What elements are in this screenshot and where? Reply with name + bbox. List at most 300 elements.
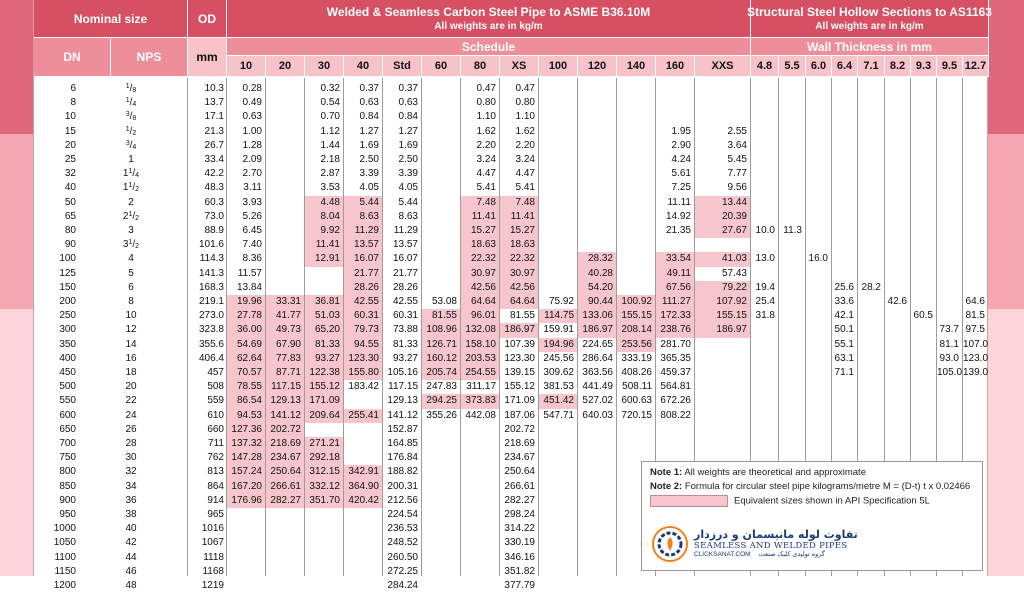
weight-cell: 93.27 <box>392 352 418 364</box>
weight-cell: 81.33 <box>392 338 418 350</box>
dn-cell: 90 <box>64 239 76 251</box>
od-cell: 60.3 <box>204 196 224 208</box>
nps-header: NPS <box>111 38 188 77</box>
weight-cell: 342.91 <box>344 465 382 479</box>
weight-cell: 78.55 <box>227 380 265 394</box>
weight-cell: 42.56 <box>461 281 499 295</box>
nps-cell: $^1$/8 <box>125 83 137 94</box>
legend-text: Equivalent sizes shown in API Specification 5L <box>734 495 930 507</box>
dn-cell: 400 <box>59 352 76 364</box>
weight-cell: 18.63 <box>461 238 499 252</box>
as1163-header <box>747 0 992 38</box>
weight-cell: 25.4 <box>755 296 775 307</box>
wall-col-9-5: 9.5 <box>937 56 963 77</box>
weight-cell: 420.42 <box>344 494 382 508</box>
dn-cell: 200 <box>59 296 76 307</box>
asme-header <box>227 0 751 38</box>
dn-cell: 32 <box>64 168 76 180</box>
od-cell: 273.0 <box>198 310 224 322</box>
weight-cell: 147.28 <box>227 451 265 465</box>
weight-cell: 160.12 <box>422 352 460 366</box>
dn-cell: 10 <box>64 111 76 123</box>
weight-cell: 21.77 <box>344 267 382 281</box>
logo-text <box>694 529 858 559</box>
weight-cell: 122.38 <box>305 366 343 380</box>
weight-cell: 94.53 <box>227 409 265 423</box>
od-cell: 914 <box>207 494 224 506</box>
weight-cell: 2.70 <box>242 168 262 180</box>
weight-cell: 0.84 <box>398 111 418 123</box>
weight-cell: 720.15 <box>621 409 652 421</box>
od-cell: 219.1 <box>198 296 224 307</box>
weight-cell: 1.00 <box>242 125 262 137</box>
weight-cell: 126.71 <box>422 338 460 352</box>
weight-cell: 1.27 <box>398 125 418 137</box>
weight-cell: 70.57 <box>227 366 265 380</box>
wall-col-7-1: 7.1 <box>858 56 885 77</box>
nps-cell: $1^1/4$ <box>122 168 140 180</box>
weight-cell: 5.61 <box>671 168 691 180</box>
weight-cell: 67.56 <box>656 281 694 295</box>
weight-cell: 3.39 <box>359 168 379 180</box>
weight-cell: 64.64 <box>461 295 499 309</box>
weight-cell: 1.69 <box>398 139 418 151</box>
weight-cell: 0.37 <box>359 83 379 94</box>
od-cell: 73.0 <box>204 210 224 222</box>
legend-swatch <box>650 495 728 507</box>
weight-cell: 3.39 <box>398 168 418 180</box>
weight-cell: 1.62 <box>476 125 496 137</box>
weight-cell: 107.39 <box>504 338 535 350</box>
od-cell: 508 <box>207 381 224 393</box>
dn-cell: 500 <box>59 381 76 393</box>
dn-cell: 1050 <box>53 537 76 549</box>
weight-cell: 155.12 <box>504 381 535 393</box>
weight-cell: 564.81 <box>660 381 691 393</box>
weight-cell: 2.20 <box>476 139 496 151</box>
weight-cell: 67.90 <box>266 338 304 352</box>
weight-cell: 155.15 <box>695 309 750 323</box>
weight-cell: 127.36 <box>227 423 265 437</box>
logo-persian-sub: گروه تولیدی کلیک صنعت <box>758 551 825 559</box>
weight-cell: 57.43 <box>721 267 747 279</box>
weight-cell: 21.77 <box>392 267 418 279</box>
weight-cell: 1.10 <box>476 111 496 123</box>
weight-cell: 202.72 <box>266 423 304 437</box>
weight-cell: 15.27 <box>500 224 538 238</box>
schedule-col-40: 40 <box>344 56 383 77</box>
nps-cell: 4 <box>128 253 134 265</box>
weight-cell: 7.40 <box>242 239 262 251</box>
weight-cell: 139.0 <box>963 367 989 378</box>
dn-cell: 900 <box>59 494 76 506</box>
weight-cell: 132.08 <box>461 323 499 337</box>
weight-cell: 255.41 <box>344 409 382 423</box>
weight-cell: 3.24 <box>515 154 535 165</box>
weight-cell: 2.09 <box>242 154 262 165</box>
weight-cell: 15.27 <box>461 224 499 238</box>
weight-cell: 254.55 <box>461 366 499 380</box>
nps-cell: 28 <box>125 438 137 449</box>
weight-cell: 30.97 <box>500 267 538 281</box>
weight-cell: 114.75 <box>539 309 577 323</box>
schedule-col-140: 140 <box>617 56 656 77</box>
schedule-col-20: 20 <box>266 56 305 77</box>
weight-cell: 5.26 <box>242 210 262 222</box>
dn-cell: 6 <box>70 83 76 94</box>
company-logo <box>652 522 972 566</box>
od-cell: 1219 <box>201 580 224 591</box>
weight-cell: 187.06 <box>504 409 535 421</box>
weight-cell: 1.95 <box>671 125 691 137</box>
weight-cell: 1.44 <box>320 139 340 151</box>
weight-cell: 123.0 <box>963 352 989 364</box>
weight-cell: 20.39 <box>695 210 750 224</box>
nps-cell: 3 <box>128 225 134 236</box>
weight-cell: 672.26 <box>660 395 691 407</box>
weight-cell: 0.47 <box>476 83 496 94</box>
weight-cell: 3.64 <box>727 139 747 151</box>
schedule-col-120: 120 <box>578 56 617 77</box>
weight-cell: 1.27 <box>359 125 379 137</box>
nps-cell: 2 <box>128 196 134 208</box>
schedule-col-10: 10 <box>227 56 266 77</box>
weight-cell: 93.0 <box>939 352 959 364</box>
logo-english-title: SEAMLESS AND WELDED PIPES <box>694 540 848 551</box>
od-cell: 21.3 <box>204 125 224 137</box>
weight-cell: 64.64 <box>500 295 538 309</box>
weight-cell: 298.24 <box>504 509 535 520</box>
weight-cell: 81.55 <box>422 309 460 323</box>
dn-cell: 450 <box>59 367 76 378</box>
dn-header: DN <box>34 38 111 77</box>
weight-cell: 54.20 <box>578 281 616 295</box>
nps-cell: 22 <box>125 395 137 407</box>
dn-cell: 1000 <box>53 523 76 535</box>
weight-cell: 13.44 <box>695 196 750 210</box>
weight-cell: 108.96 <box>422 323 460 337</box>
weight-cell: 54.69 <box>227 338 265 352</box>
dn-cell: 650 <box>59 423 76 435</box>
weight-cell: 158.10 <box>461 338 499 352</box>
weight-cell: 281.70 <box>660 338 691 350</box>
asme-title: Welded & Seamless Carbon Steel Pipe to ASME B36.10M <box>326 5 651 19</box>
weight-cell: 312.15 <box>305 465 343 479</box>
weight-cell: 0.49 <box>242 97 262 109</box>
od-cell: 13.7 <box>204 97 224 109</box>
wall-col-4-8: 4.8 <box>751 56 779 77</box>
weight-cell: 13.0 <box>755 253 775 265</box>
weight-cell: 73.7 <box>939 324 959 336</box>
weight-cell: 4.48 <box>305 196 343 210</box>
weight-cell: 107.92 <box>695 295 750 309</box>
nps-cell: $^1$/2 <box>125 125 137 137</box>
weight-cell: 129.13 <box>266 394 304 408</box>
weight-cell: 49.73 <box>266 323 304 337</box>
weight-cell: 105.16 <box>387 367 418 378</box>
weight-cell: 7.48 <box>461 196 499 210</box>
weight-cell: 75.92 <box>548 296 574 307</box>
weight-cell: 4.05 <box>398 182 418 194</box>
weight-cell: 600.63 <box>621 395 652 407</box>
weight-cell: 27.78 <box>227 309 265 323</box>
nps-cell: $^3$/4 <box>125 139 137 151</box>
weight-cell: 139.15 <box>504 367 535 378</box>
weight-cell: 451.42 <box>539 394 577 408</box>
weight-cell: 224.54 <box>387 509 418 520</box>
weight-cell: 36.81 <box>305 295 343 309</box>
od-cell: 1118 <box>203 551 224 563</box>
od-cell: 48.3 <box>204 182 224 194</box>
od-cell: 864 <box>207 480 224 492</box>
weight-cell: 183.42 <box>348 381 379 393</box>
od-cell: 457 <box>207 367 224 378</box>
dn-cell: 125 <box>59 267 76 279</box>
weight-cell: 0.63 <box>359 97 379 109</box>
weight-cell: 159.91 <box>543 324 574 336</box>
weight-cell: 0.63 <box>242 111 262 123</box>
dn-cell: 1100 <box>54 551 76 563</box>
mm-header: mm <box>188 38 227 77</box>
weight-cell: 4.47 <box>515 168 535 180</box>
weight-cell: 73.88 <box>392 324 418 336</box>
weight-cell: 3.11 <box>243 182 262 194</box>
weight-cell: 81.55 <box>509 310 535 322</box>
weight-cell: 284.24 <box>387 580 418 591</box>
weight-cell: 40.28 <box>578 267 616 281</box>
weight-cell: 107.0 <box>963 338 989 350</box>
weight-cell: 245.56 <box>543 352 574 364</box>
weight-cell: 547.71 <box>543 409 574 421</box>
od-cell: 168.3 <box>198 281 224 293</box>
dn-cell: 100 <box>59 253 76 265</box>
weight-cell: 93.27 <box>305 352 343 366</box>
weight-cell: 60.5 <box>913 310 933 322</box>
dn-cell: 80 <box>64 225 76 236</box>
weight-cell: 13.84 <box>236 281 262 293</box>
weight-cell: 441.49 <box>582 381 613 393</box>
weight-cell: 71.1 <box>834 367 854 378</box>
weight-cell: 28.2 <box>861 281 881 293</box>
weight-cell: 33.54 <box>656 252 694 266</box>
weight-cell: 640.03 <box>582 409 613 421</box>
weight-cell: 171.09 <box>504 395 535 407</box>
weight-cell: 194.96 <box>539 338 577 352</box>
weight-cell: 96.01 <box>461 309 499 323</box>
weight-cell: 186.97 <box>500 323 538 337</box>
weight-cell: 155.12 <box>305 380 343 394</box>
weight-cell: 11.29 <box>344 224 382 238</box>
nominal-size-header: Nominal size <box>34 0 188 38</box>
nps-cell: 26 <box>125 423 137 435</box>
schedule-col-xxs: XXS <box>695 56 751 77</box>
od-cell: 660 <box>207 423 224 435</box>
weight-cell: 5.41 <box>476 182 496 194</box>
weight-cell: 60.31 <box>344 309 382 323</box>
weight-cell: 14.92 <box>665 210 691 222</box>
dn-cell: 850 <box>59 480 76 492</box>
logo-site: CLICKSANAT.COM <box>694 551 751 559</box>
weight-cell: 364.90 <box>344 480 382 494</box>
weight-cell: 272.25 <box>387 565 418 577</box>
weight-cell: 377.79 <box>504 580 535 591</box>
weight-cell: 250.64 <box>504 466 535 478</box>
weight-cell: 7.25 <box>671 182 691 194</box>
weight-cell: 0.28 <box>242 83 262 94</box>
od-header: OD <box>188 0 227 38</box>
wall-col-12-7: 12.7 <box>963 56 989 77</box>
weight-cell: 200.31 <box>387 480 418 492</box>
nps-cell: $^3$/8 <box>125 111 137 123</box>
weight-cell: 22.32 <box>461 252 499 266</box>
nps-cell: 44 <box>125 551 137 563</box>
weight-cell: 10.0 <box>755 225 775 236</box>
weight-cell: 351.82 <box>504 565 535 577</box>
weight-cell: 365.35 <box>660 352 691 364</box>
nps-cell: 16 <box>125 352 137 364</box>
weight-cell: 8.63 <box>398 210 418 222</box>
weight-cell: 81.5 <box>965 310 985 322</box>
weight-cell: 9.56 <box>727 182 747 194</box>
weight-cell: 42.55 <box>392 296 418 307</box>
weight-cell: 27.67 <box>695 224 750 238</box>
note-2 <box>650 481 974 492</box>
weight-cell: 16.07 <box>392 253 418 265</box>
weight-cell: 351.70 <box>305 494 343 508</box>
weight-cell: 408.26 <box>621 367 652 378</box>
nps-cell: 8 <box>128 296 134 307</box>
dn-cell: 250 <box>59 310 76 322</box>
notes-box <box>641 461 983 571</box>
weight-cell: 363.56 <box>582 367 613 378</box>
weight-cell: 808.22 <box>660 409 691 421</box>
weight-cell: 33.6 <box>834 296 854 307</box>
logo-footer <box>694 551 858 558</box>
nps-cell: 10 <box>125 310 137 322</box>
weight-cell: 0.47 <box>515 83 535 94</box>
dn-cell: 8 <box>70 97 76 109</box>
weight-cell: 28.26 <box>344 281 382 295</box>
nps-cell: 40 <box>125 523 137 535</box>
weight-cell: 81.1 <box>939 338 959 350</box>
weight-cell: 133.06 <box>578 309 616 323</box>
weight-cell: 7.48 <box>500 196 538 210</box>
weight-cell: 60.31 <box>392 310 418 322</box>
od-cell: 406.4 <box>198 352 224 364</box>
nps-cell: 18 <box>125 367 137 378</box>
weight-cell: 248.52 <box>387 537 418 549</box>
weight-cell: 355.26 <box>426 409 457 421</box>
weight-cell: 11.3 <box>783 225 802 236</box>
weight-cell: 30.97 <box>461 267 499 281</box>
weight-cell: 12.91 <box>305 252 343 266</box>
weight-cell: 79.22 <box>695 281 750 295</box>
weight-cell: 2.50 <box>359 154 379 165</box>
weight-cell: 332.12 <box>305 480 343 494</box>
weight-cell: 51.03 <box>305 309 343 323</box>
weight-cell: 11.41 <box>305 238 343 252</box>
schedule-col-60: 60 <box>422 56 461 77</box>
weight-cell: 234.67 <box>504 452 535 464</box>
weight-cell: 77.83 <box>266 352 304 366</box>
table-header <box>34 0 992 77</box>
weight-cell: 205.74 <box>422 366 460 380</box>
weight-cell: 64.6 <box>965 296 985 307</box>
weight-cell: 253.56 <box>617 338 655 352</box>
weight-cell: 271.21 <box>305 437 343 451</box>
weight-cell: 16.07 <box>344 252 382 266</box>
weight-cell: 117.15 <box>388 381 418 393</box>
schedule-col-100: 100 <box>539 56 578 77</box>
weight-cell: 3.53 <box>320 182 340 194</box>
weight-cell: 152.87 <box>387 423 418 435</box>
nps-cell: 5 <box>128 267 134 279</box>
as1163-subtitle: All weights are in kg/m <box>815 21 924 32</box>
weight-cell: 4.05 <box>359 182 379 194</box>
weight-cell: 123.30 <box>504 352 535 364</box>
weight-cell: 4.47 <box>476 168 496 180</box>
weight-cell: 286.64 <box>582 352 613 364</box>
weight-cell: 33.31 <box>266 295 304 309</box>
weight-cell: 87.71 <box>266 366 304 380</box>
weight-cell: 0.32 <box>320 83 340 94</box>
weight-cell: 311.17 <box>466 381 496 393</box>
weight-cell: 0.37 <box>398 83 418 94</box>
od-cell: 114.3 <box>199 253 224 265</box>
weight-cell: 81.33 <box>305 338 343 352</box>
weight-cell: 234.67 <box>266 451 304 465</box>
weight-cell: 260.50 <box>387 551 418 563</box>
weight-cell: 0.63 <box>398 97 418 109</box>
weight-cell: 2.18 <box>320 154 340 165</box>
weight-cell: 282.27 <box>504 494 535 506</box>
weight-cell: 4.24 <box>671 154 691 165</box>
od-cell: 711 <box>208 438 224 449</box>
gear-flame-icon <box>652 526 688 562</box>
weight-cell: 79.73 <box>344 323 382 337</box>
weight-cell: 65.20 <box>305 323 343 337</box>
weight-cell: 171.09 <box>305 394 343 408</box>
note-1-label: Note 1: <box>650 467 683 478</box>
wall-col-8-2: 8.2 <box>885 56 911 77</box>
od-cell: 26.7 <box>204 139 224 151</box>
weight-cell: 508.11 <box>622 381 652 393</box>
weight-cell: 0.80 <box>515 97 535 109</box>
weight-cell: 8.04 <box>305 210 343 224</box>
weight-cell: 63.1 <box>834 352 854 364</box>
od-cell: 1067 <box>201 537 224 549</box>
weight-cell: 309.62 <box>543 367 574 378</box>
schedule-col-xs: XS <box>500 56 539 77</box>
weight-cell: 55.1 <box>834 338 854 350</box>
weight-cell: 22.32 <box>500 252 538 266</box>
dn-cell: 40 <box>64 182 76 194</box>
note-1 <box>650 467 974 478</box>
weight-cell: 42.1 <box>834 310 854 322</box>
weight-cell: 13.57 <box>344 238 382 252</box>
nps-cell: $2^1/2$ <box>122 210 140 222</box>
weight-cell: 5.41 <box>515 182 535 194</box>
wall-col-6-4: 6.4 <box>832 56 858 77</box>
weight-cell: 5.44 <box>398 196 418 208</box>
dn-cell: 550 <box>59 395 76 407</box>
weight-cell: 141.12 <box>266 409 304 423</box>
nps-cell: 6 <box>128 281 134 293</box>
wall-thickness-header: Wall Thickness in mm <box>751 38 989 56</box>
weight-cell: 155.80 <box>344 366 382 380</box>
as1163-title: Structural Steel Hollow Sections to AS1163 <box>747 5 992 19</box>
weight-cell: 157.24 <box>227 465 265 479</box>
